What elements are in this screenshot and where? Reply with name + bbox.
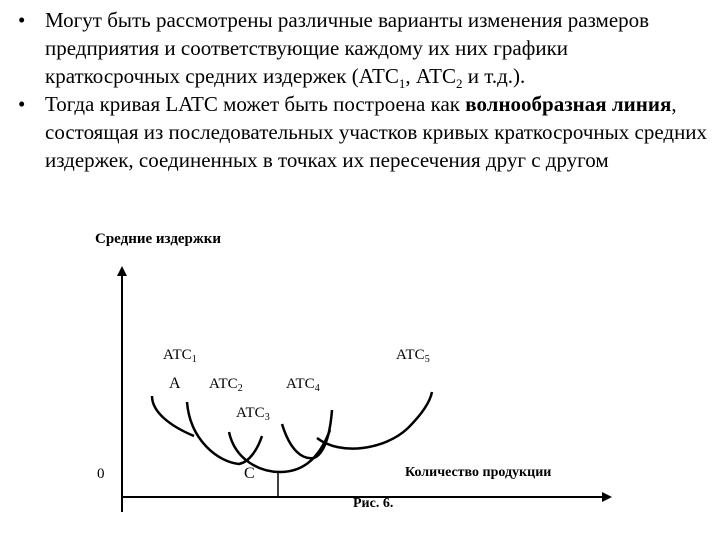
atc5-label: $АТС_5$	[396, 347, 430, 365]
bullet-2-text-a: Тогда кривая LATC может быть построена как	[45, 92, 466, 116]
bullet-1-text-a: Могут быть рассмотрены различные варианты изменения размеров предприятия и соответствующие каждому их них графики краткосрочных средних издержек (АТС	[45, 8, 650, 88]
bullet-2-bold-term: волнообразная линия	[465, 92, 672, 116]
bullet-1-text-c: и т.д.).	[462, 64, 526, 88]
atc4-label: $АТС_4$	[286, 376, 320, 394]
atc1-label: $АТС_1$	[163, 347, 197, 365]
point-a-label: А	[169, 375, 181, 392]
atc2-label: $АТС_2$	[209, 376, 243, 394]
origin-label: 0	[97, 466, 105, 482]
atc4-curve	[282, 410, 332, 458]
point-c-label: С	[244, 465, 255, 482]
bullet-1-sub-1: 1	[398, 76, 406, 92]
atc3-label: $АТС_3$	[236, 405, 270, 423]
figure-caption: Рис. 6.	[353, 496, 394, 511]
bullet-1-text-b: , АТС	[405, 64, 456, 88]
atc5-curve	[317, 392, 432, 449]
bullet-2-text-b: , состоящая из последовательных участков кривых краткосрочных средних издержек, соединенных в точках их пересечения друг с другом	[45, 92, 708, 172]
bullet-1-sub-2: 2	[456, 76, 463, 92]
bullet-marker: •	[18, 8, 26, 32]
bullet-marker: •	[18, 92, 26, 116]
y-axis-label: Средние издержки	[95, 231, 222, 247]
x-axis-label: Количество продукции	[405, 465, 552, 480]
